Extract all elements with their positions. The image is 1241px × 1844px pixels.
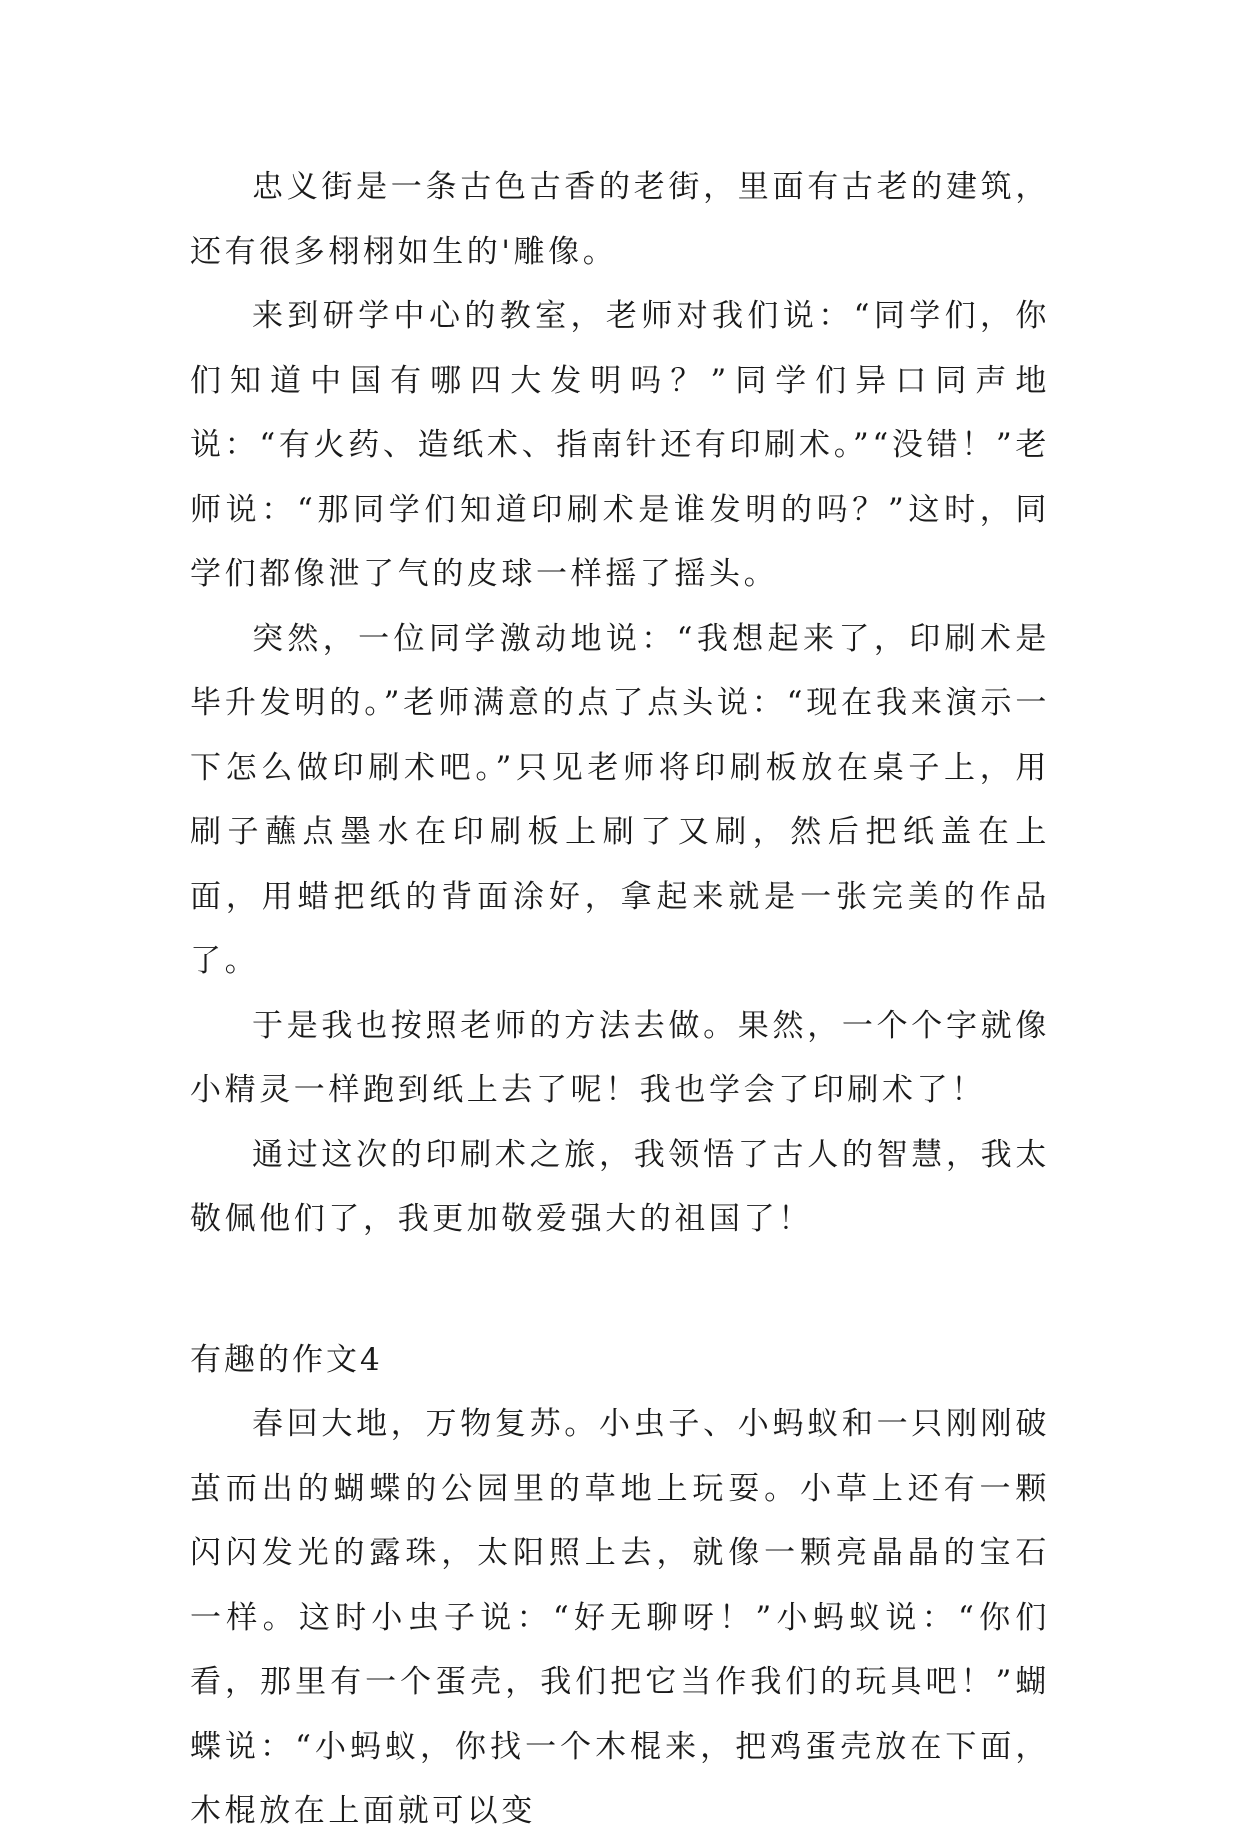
section-heading: 有趣的作文4	[190, 1341, 383, 1378]
paragraph: 来到研学中心的教室，老师对我们说：“同学们，你们知道中国有哪四大发明吗？”同学们异口同声地说：“有火药、造纸术、指南针还有印刷术。”“没错！”老师说：“那同学们知道印刷术是谁发明的吗？”这时，同学们都像泄了气的皮球一样摇了摇头。	[190, 298, 1050, 592]
paragraph: 春回大地，万物复苏。小虫子、小蚂蚁和一只刚刚破茧而出的蝴蝶的公园里的草地上玩耍。小草上还有一颗闪闪发光的露珠，太阳照上去，就像一颗亮晶晶的宝石一样。这时小虫子说：“好无聊呀！”小蚂蚁说：“你们看，那里有一个蛋壳，我们把它当作我们的玩具吧！”蝴蝶说：“小蚂蚁，你找一个木棍来，把鸡蛋壳放在下面，木棍放在上面就可以变	[190, 1406, 1050, 1829]
paragraph: 于是我也按照老师的方法去做。果然，一个个字就像小精灵一样跑到纸上去了呢！我也学会了印刷术了！	[190, 1007, 1050, 1108]
paragraph: 忠义街是一条古色古香的老街，里面有古老的建筑，还有很多栩栩如生的'雕像。	[190, 169, 1050, 270]
paragraph: 突然，一位同学激动地说：“我想起来了，印刷术是毕升发明的。”老师满意的点了点头说：“现在我来演示一下怎么做印刷术吧。”只见老师将印刷板放在桌子上，用刷子蘸点墨水在印刷板上刷了又刷，然后把纸盖在上面，用蜡把纸的背面涂好，拿起来就是一张完美的作品了。	[190, 620, 1050, 979]
section-spacer	[190, 1252, 1050, 1328]
paragraph: 通过这次的印刷术之旅，我领悟了古人的智慧，我太敬佩他们了，我更加敬爱强大的祖国了！	[190, 1136, 1050, 1237]
document-body	[190, 155, 1050, 1844]
